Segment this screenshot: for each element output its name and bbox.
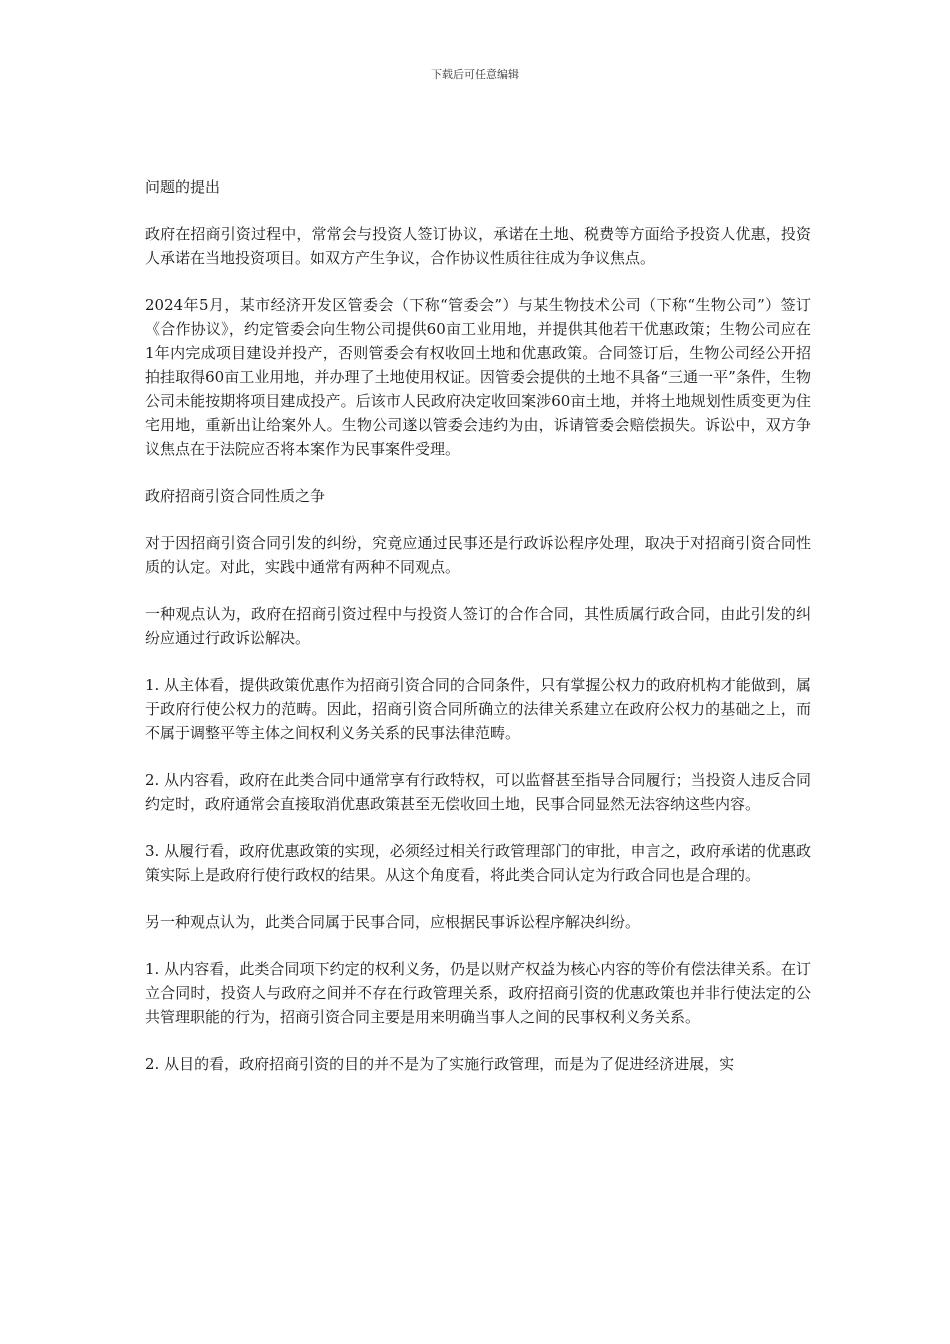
paragraph-civil-point-1: 1. 从内容看，此类合同项下约定的权利义务，仍是以财产权益为核心内容的等价有偿法律关系。在订立合同时，投资人与政府之间并不存在行政管理关系，政府招商引资的优惠政策也并非行使法定的公共管理职能的行为，招商引资合同主要是用来明确当事人之间的民事权利义务关系。 (145, 960, 811, 1026)
paragraph-intro: 政府在招商引资过程中，常常会与投资人签订协议，承诺在土地、税费等方面给予投资人优惠，投资人承诺在当地投资项目。如双方产生争议，合作协议性质往往成为争议焦点。 (145, 225, 811, 267)
paragraph-admin-point-3: 3. 从履行看，政府优惠政策的实现，必须经过相关行政管理部门的审批，申言之，政府承诺的优惠政策实际上是政府行使行政权的结果。从这个角度看，将此类合同认定为行政合同也是合理的。 (145, 842, 811, 884)
page-header-note: 下载后可任意编辑 (431, 68, 519, 81)
paragraph-view-civil: 另一种观点认为，此类合同属于民事合同，应根据民事诉讼程序解决纠纷。 (145, 913, 641, 931)
document-body (145, 175, 811, 1099)
paragraph-case-facts: 2024年5月，某市经济开发区管委会（下称“管委会”）与某生物技术公司（下称“生物公司”）签订《合作协议》，约定管委会向生物公司提供60亩工业用地，并提供其他若干优惠政策；生物公司应在1年内完成项目建设并投产，否则管委会有权收回土地和优惠政策。合同签订后，生物公司经公开招拍挂取得60亩工业用地，并办理了土地使用权证。因管委会提供的土地不具备“三通一平”条件，生物公司未能按期将项目建成投产。后该市人民政府决定收回案涉60亩土地，并将土地规划性质变更为住宅用地，重新出让给案外人。生物公司遂以管委会违约为由，诉请管委会赔偿损失。诉讼中，双方争议焦点在于法院应否将本案作为民事案件受理。 (145, 296, 811, 458)
section-heading-problem: 问题的提出 (145, 178, 221, 196)
section-heading-contract-nature: 政府招商引资合同性质之争 (145, 487, 326, 505)
paragraph-admin-point-1: 1. 从主体看，提供政策优惠作为招商引资合同的合同条件，只有掌握公权力的政府机构才能做到，属于政府行使公权力的范畴。因此，招商引资合同所确立的法律关系建立在政府公权力的基础之上，而不属于调整平等主体之间权利义务关系的民事法律范畴。 (145, 676, 811, 742)
paragraph-civil-point-2: 2. 从目的看，政府招商引资的目的并不是为了实施行政管理，而是为了促进经济进展，实 (145, 1055, 735, 1073)
paragraph-admin-point-2: 2. 从内容看，政府在此类合同中通常享有行政特权，可以监督甚至指导合同履行；当投资人违反合同约定时，政府通常会直接取消优惠政策甚至无偿收回土地，民事合同显然无法容纳这些内容。 (145, 771, 811, 813)
paragraph-view-administrative: 一种观点认为，政府在招商引资过程中与投资人签订的合作合同，其性质属行政合同，由此引发的纠纷应通过行政诉讼解决。 (145, 605, 811, 647)
paragraph-two-views: 对于因招商引资合同引发的纠纷，究竟应通过民事还是行政诉讼程序处理，取决于对招商引资合同性质的认定。对此，实践中通常有两种不同观点。 (145, 534, 811, 576)
